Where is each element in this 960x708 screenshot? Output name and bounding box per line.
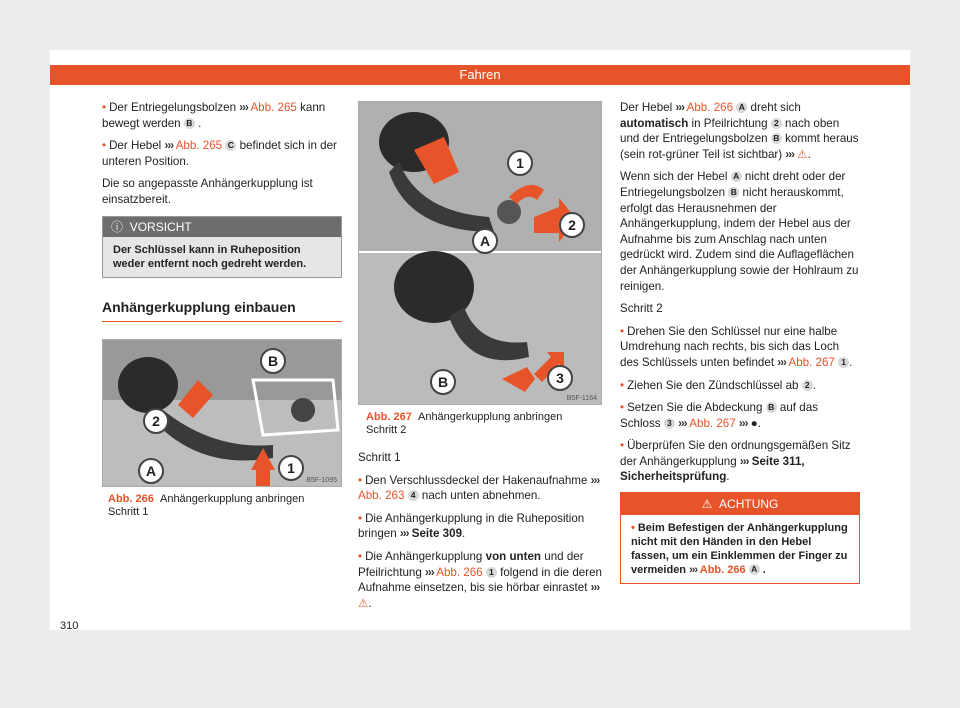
column-right: [620, 100, 860, 584]
figure-label: 2: [559, 212, 585, 238]
figure-link[interactable]: Abb. 267: [689, 416, 736, 430]
figure-link[interactable]: Abb. 266: [686, 101, 734, 114]
figure-link[interactable]: Abb. 266: [436, 565, 483, 579]
figure-266-image: [102, 339, 342, 487]
bullet-item: • Überprüfen Sie den ordnungsgemäßen Sitz der Anhängerkupplung ››› Seite 311, Sicherheitsprüfung.: [620, 439, 851, 484]
caution-box: [102, 216, 342, 278]
bullet-item: • Der Hebel ››› Abb. 265 C befindet sich in der unteren Position.: [102, 139, 337, 168]
marker-a: A: [731, 171, 742, 182]
bullet-item: • Drehen Sie den Schlüssel nur eine halbe Umdrehung nach rechts, bis sich das Loch des Schlüssels unten befindet ››› Abb. 267 1 .: [620, 324, 853, 369]
paragraph: Wenn sich der Hebel A nicht dreht oder der Entriegelungsbolzen B nicht herauskommt, erfolgt das Herausnehmen der Anhängerkupplung, indem der Hebel aus der Aufnahme bis zum Anschlag nach unten gedrückt wird. Zudem sind die Auflageflächen der Anhängerkupplung sowie der Hohlraum zu reinigen.: [620, 170, 859, 293]
marker-b: B: [771, 133, 782, 144]
marker-1: 1: [838, 357, 849, 368]
marker-c: C: [225, 140, 236, 151]
bullet-item: • Ziehen Sie den Zündschlüssel ab 2 .: [620, 378, 816, 392]
column-left: [102, 100, 342, 322]
figure-link[interactable]: Abb. 265: [250, 101, 297, 114]
bullet-item: • Der Entriegelungsbolzen ››› Abb. 265 kann bewegt werden B .: [102, 101, 326, 130]
figure-link[interactable]: Abb. 266: [699, 564, 746, 577]
warning-icon: ⚠: [701, 497, 713, 512]
page-link[interactable]: Seite 311, Sicherheitsprüfung: [620, 454, 805, 484]
figure-267-image: [358, 101, 602, 405]
figure-link[interactable]: Abb. 263: [358, 489, 405, 503]
bullet-item: • Den Verschlussdeckel der Hakenaufnahme ››› Abb. 263 4 nach unten abnehmen.: [358, 473, 600, 503]
page-number: 310: [60, 620, 79, 632]
caution-text: Der Schlüssel kann in Ruheposition weder entfernt noch gedreht werden.: [103, 237, 341, 277]
marker-b: B: [184, 118, 195, 129]
caution-header: ⓘ VORSICHT: [103, 217, 341, 237]
figure-code: B5F-1095: [306, 477, 337, 484]
info-icon: ⓘ: [111, 219, 124, 234]
marker-2: 2: [802, 380, 813, 391]
section-heading: Anhängerkupplung einbauen: [102, 300, 342, 323]
section-header: Fahren: [50, 65, 910, 85]
bullet-item: • Setzen Sie die Abdeckung B auf das Schloss 3 ››› Abb. 267 ››› ●.: [620, 401, 818, 430]
marker-4: 4: [408, 490, 419, 501]
bullet-item: • Die Anhängerkupplung in die Ruheposition bringen ››› Seite 309.: [358, 511, 585, 541]
page-link[interactable]: Seite 309: [411, 527, 463, 541]
column-middle: [358, 450, 602, 618]
paragraph: Der Hebel ››› Abb. 266 A dreht sich automatisch in Pfeilrichtung 2 nach oben und der Entriegelungsbolzen B kommt heraus (sein rot-grüner Teil ist sichtbar) ››› ⚠.: [620, 101, 859, 161]
figure-267-caption: Abb. 267 Anhängerkupplung anbringen Schritt 2: [366, 411, 563, 436]
figure-link[interactable]: Abb. 267: [788, 355, 835, 369]
bullet-item: • Die Anhängerkupplung von unten und der Pfeilrichtung ››› Abb. 266 1 folgend in die deren Aufnahme einsetzen, bis sie hörbar einrastet ››› ⚠.: [358, 549, 602, 610]
warning-icon: ⚠: [797, 147, 808, 161]
warning-box: [620, 492, 860, 584]
marker-a: A: [749, 564, 760, 575]
info-icon: ●: [750, 416, 758, 430]
marker-3: 3: [664, 418, 675, 429]
warning-icon: ⚠: [358, 596, 369, 610]
step-title: Schritt 1: [358, 451, 401, 464]
figure-label: A: [472, 228, 498, 254]
marker-2: 2: [771, 118, 782, 129]
step-title: Schritt 2: [620, 302, 663, 316]
warning-header: ⚠ ACHTUNG: [621, 493, 859, 515]
marker-b: B: [728, 187, 739, 198]
figure-label: B: [430, 369, 456, 395]
figure-label: A: [138, 458, 164, 484]
figure-link[interactable]: Abb. 265: [175, 139, 223, 153]
marker-a: A: [736, 102, 747, 113]
paragraph: Die so angepasste Anhängerkupplung ist einsatzbereit.: [102, 177, 313, 206]
figure-label: 1: [507, 150, 533, 176]
figure-label: 3: [547, 365, 573, 391]
figure-label: 1: [278, 455, 304, 481]
marker-b: B: [766, 402, 777, 413]
warning-text: • Beim Befestigen der Anhängerkupplung nicht mit den Händen in den Hebel fassen, um ein Einklemmen der Finger zu vermeiden ››› Abb. 266 A .: [631, 522, 848, 577]
marker-1: 1: [486, 567, 497, 578]
figure-label: 2: [143, 408, 169, 434]
figure-266-caption: Abb. 266 Anhängerkupplung anbringen Schritt 1: [108, 493, 305, 518]
figure-code: B5F-1164: [566, 395, 597, 402]
figure-label: B: [260, 348, 286, 374]
